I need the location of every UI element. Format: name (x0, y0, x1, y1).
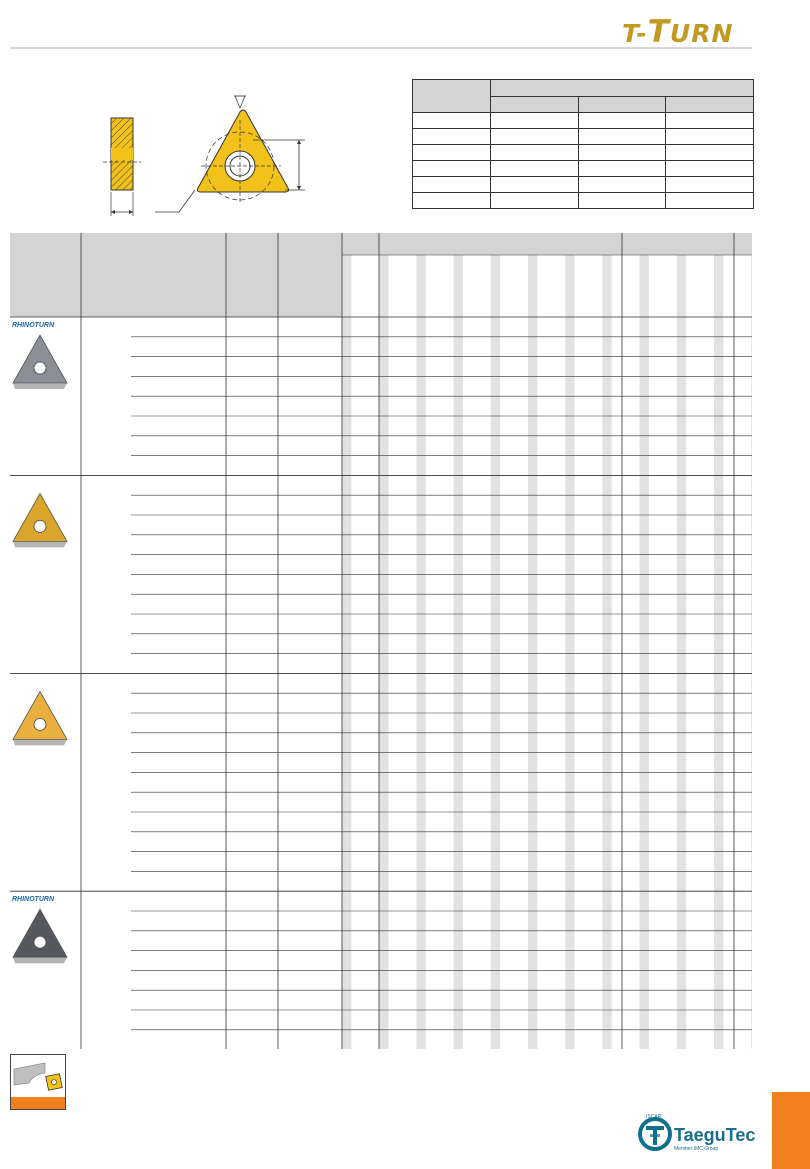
dimension-table (412, 79, 754, 209)
grade-column-stripe (491, 255, 500, 1049)
insert-image-edge (13, 739, 67, 745)
dim-header-designation (413, 80, 491, 113)
table-row (413, 145, 754, 161)
grade-column-stripe (602, 255, 611, 1049)
dim-header-col (491, 96, 579, 113)
grade-column-stripe (342, 255, 351, 1049)
insert-image (13, 493, 67, 541)
grade-column-stripe (379, 255, 388, 1049)
table-row (413, 193, 754, 209)
rhinoturn-badge: RHINOTURN (12, 322, 54, 329)
insert-image (13, 691, 67, 739)
rhinoturn-badge: RHINOTURN (12, 896, 54, 904)
insert-image-edge (13, 957, 67, 963)
dim-header-group (491, 80, 754, 97)
insert-hole (34, 936, 46, 948)
logo-sub-text: Member IMC Group (674, 1146, 719, 1152)
logo-top-text: ISCAR (646, 1114, 662, 1120)
insert-image (13, 335, 67, 383)
brand-suffix: URN (669, 19, 734, 48)
table-row (413, 129, 754, 145)
grade-column-stripe (677, 255, 686, 1049)
table-row (413, 113, 754, 129)
brand-prefix: T- (622, 19, 648, 48)
table-row (413, 161, 754, 177)
insert-image-edge (13, 541, 67, 547)
dim-header-col (666, 96, 754, 113)
section-tab (772, 1092, 810, 1169)
grade-column-stripe (714, 255, 723, 1049)
t-turn-brand-logo (622, 14, 756, 50)
application-icon (10, 1054, 66, 1110)
insert-image (13, 909, 67, 957)
table-row (413, 177, 754, 193)
grid-header (10, 233, 342, 317)
brand-big-letter: T (647, 14, 670, 50)
grade-column-stripe (454, 255, 463, 1049)
grade-column-stripe (416, 255, 425, 1049)
insert-hole (34, 718, 46, 730)
dim-header-col (578, 96, 666, 113)
taegutec-logo (636, 1112, 756, 1154)
insert-hole (34, 520, 46, 532)
insert-geometry-diagram (95, 90, 320, 220)
grade-column-stripe (528, 255, 537, 1049)
insert-grade-table (10, 233, 752, 1049)
insert-hole (34, 362, 46, 374)
grade-column-stripe (640, 255, 649, 1049)
grid-header-groups (342, 233, 752, 255)
insert-image-edge (13, 383, 67, 389)
grade-column-stripe (565, 255, 574, 1049)
logo-name: TaeguTec (674, 1125, 756, 1145)
grade-column-stripe (751, 255, 752, 1049)
